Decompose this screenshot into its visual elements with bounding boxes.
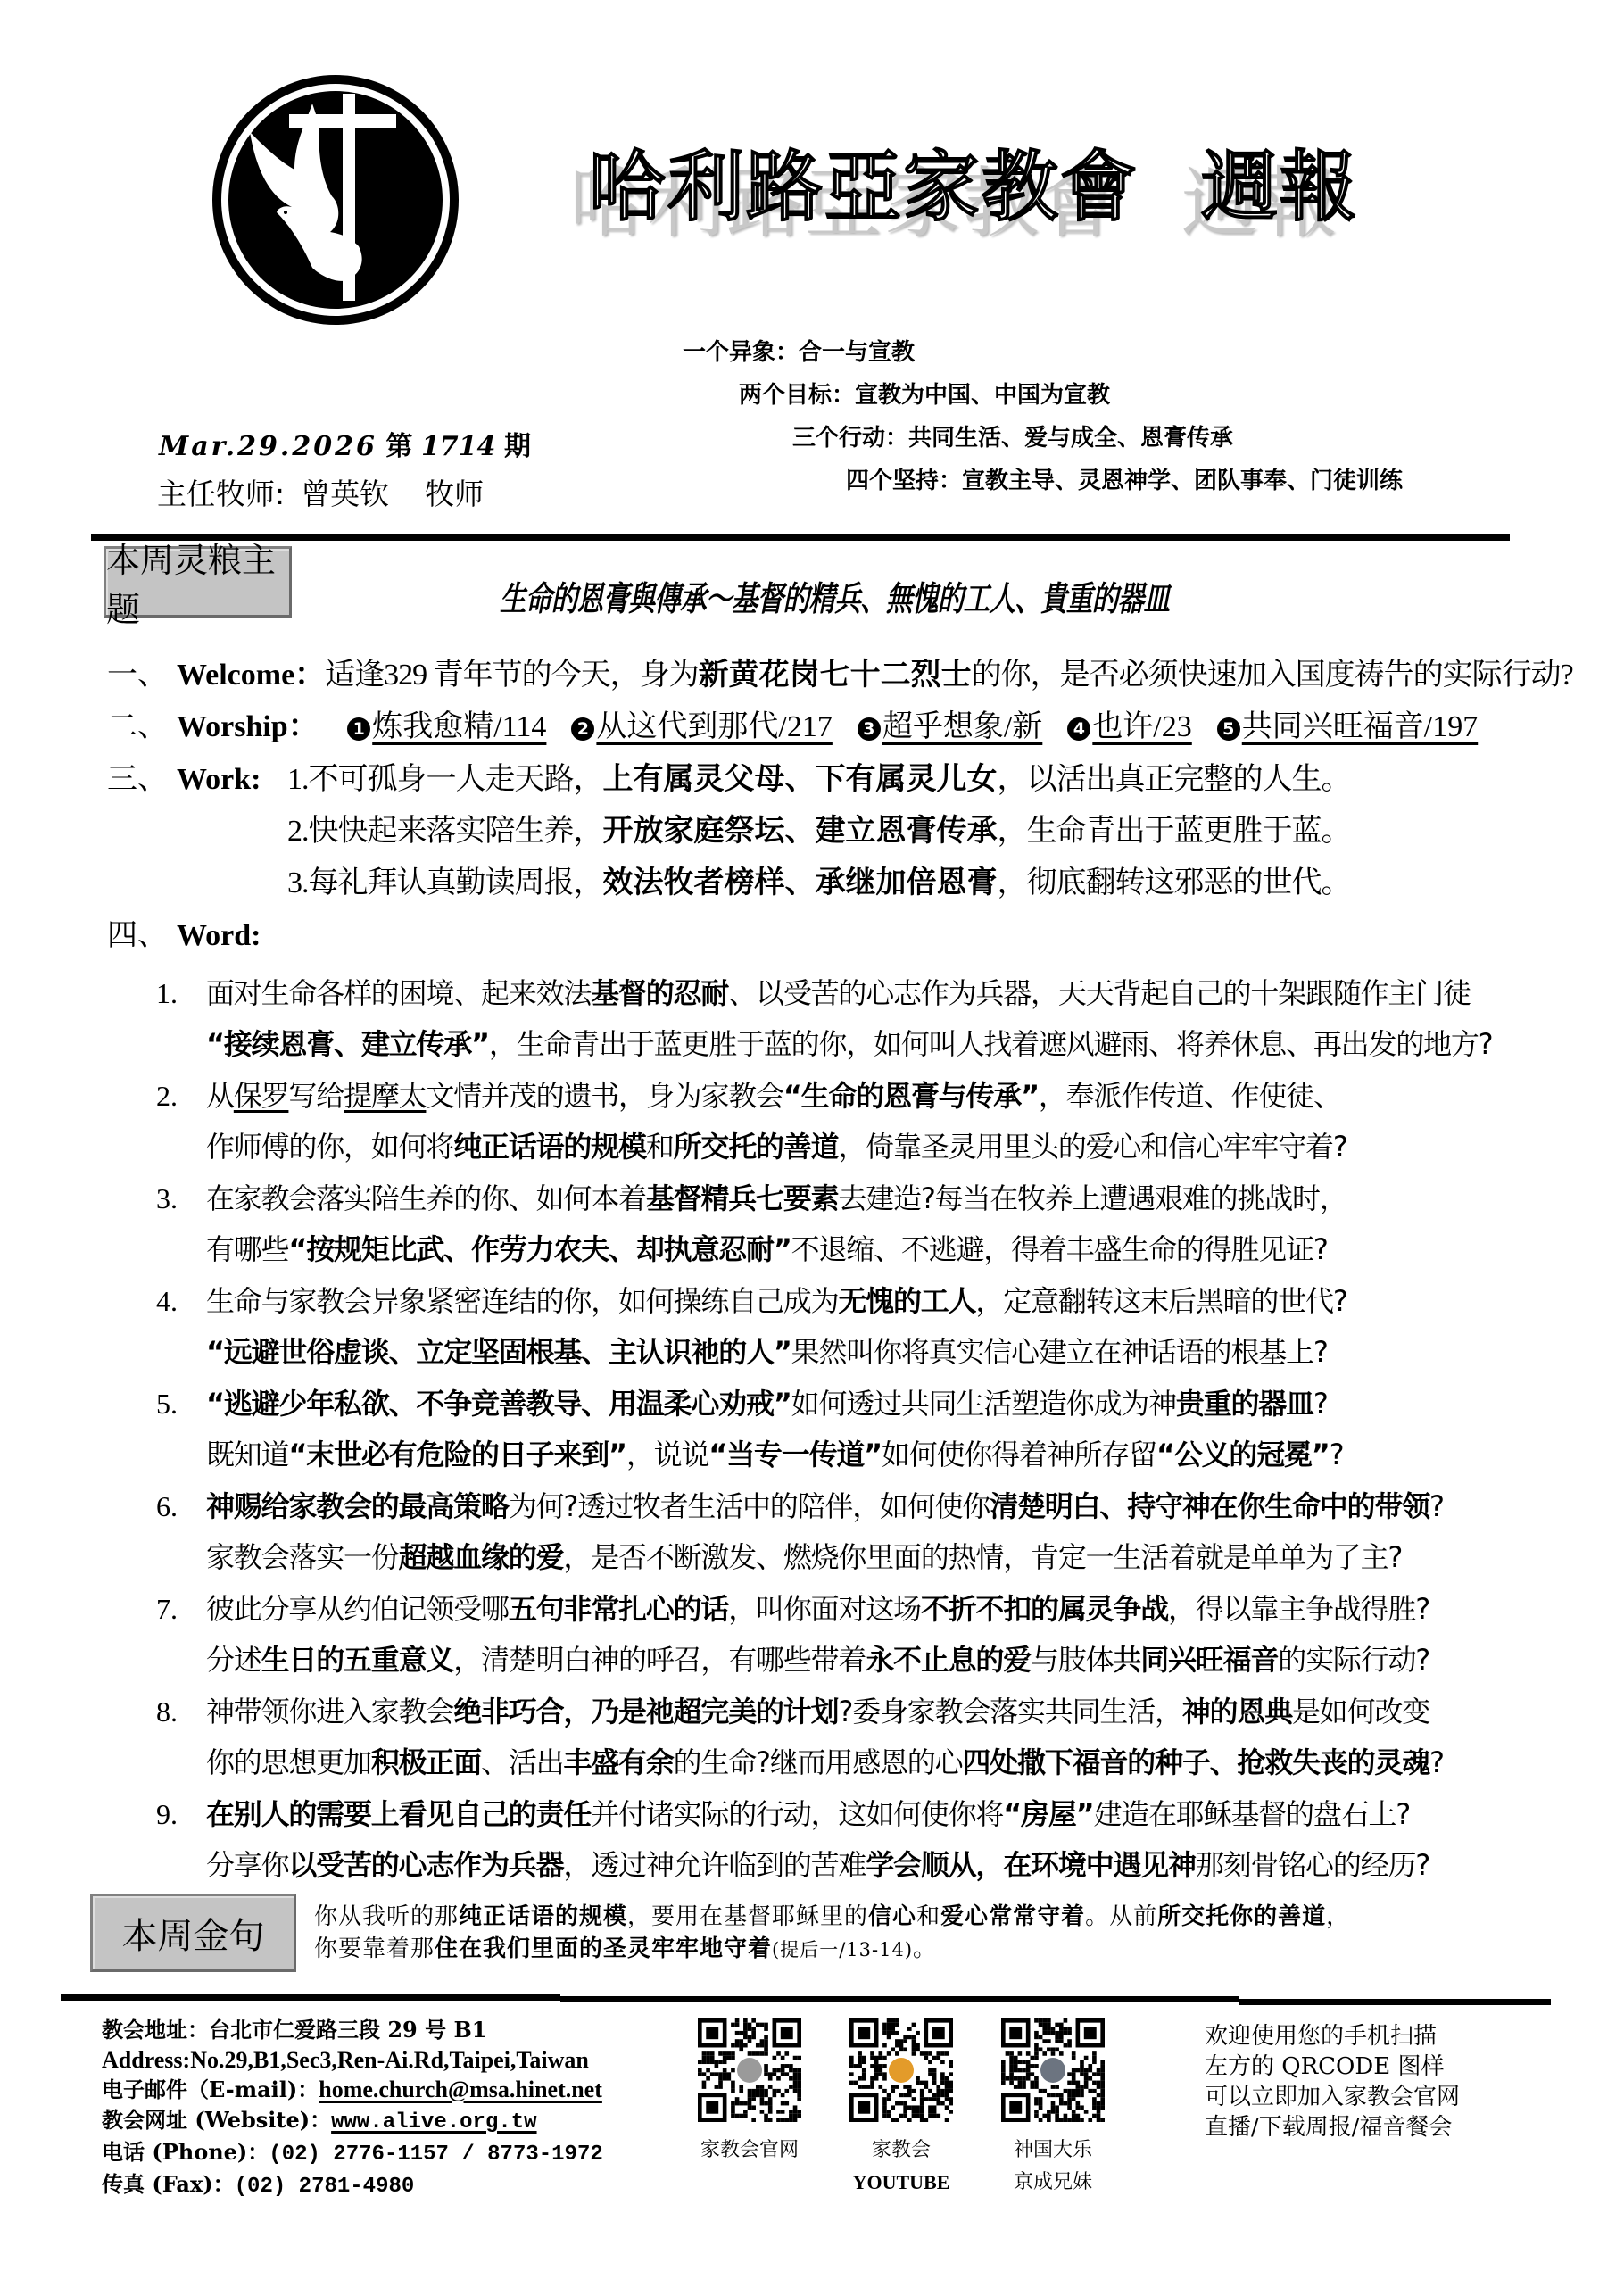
- divider: [560, 1996, 1239, 2002]
- text-segment: ?: [1429, 1745, 1444, 1779]
- text-segment: 分享你: [206, 1848, 289, 1882]
- song-item: [347, 701, 546, 745]
- qr-label: [982, 2134, 1124, 2199]
- text-segment: ?: [1429, 1489, 1444, 1523]
- question-item: [156, 1276, 1602, 1378]
- website-line: [102, 2105, 603, 2137]
- emphasis-text: 贵重的器皿: [1175, 1387, 1313, 1421]
- vision-text: 合一与宣教: [799, 339, 916, 366]
- weekly-label: 週報: [1201, 143, 1358, 232]
- text-segment: 家教会落实一份: [206, 1540, 399, 1574]
- theme-label: 本周灵粮主题: [106, 541, 277, 629]
- issue-number: 1714: [420, 431, 496, 462]
- text-segment: 面对生命各样的困境、起来效法: [206, 976, 592, 1010]
- emphasis-text: 清楚明白、持守神在你生命中的带领: [990, 1489, 1430, 1523]
- qr-label-line: 神国大乐: [1013, 2139, 1092, 2161]
- section-heading: Welcome：: [177, 659, 326, 692]
- number-circle-icon: 4: [1067, 717, 1090, 741]
- text-segment: ，生命青出于蓝更胜于蓝。: [997, 815, 1351, 848]
- vision-line-2: [739, 377, 1110, 410]
- text-segment: ?: [1313, 1387, 1328, 1421]
- email-link[interactable]: home.church@msa.hinet.net: [319, 2076, 602, 2102]
- text-segment: ，清楚明白神的呼召，有哪些带着: [453, 1643, 866, 1677]
- emphasis-text: 神的恩典: [1181, 1695, 1292, 1728]
- emphasis-text: 以受苦的心志作为兵器: [288, 1848, 564, 1882]
- question-item: [156, 1481, 1602, 1583]
- text-segment: 文情并茂的遗书，身为家教会: [426, 1079, 783, 1113]
- text-segment: 如何透过共同生活塑造你成为神: [791, 1387, 1176, 1421]
- text-segment: ?: [1329, 1438, 1344, 1471]
- emphasis-text: 四处撒下福音的种子、抢救失丧的灵魂: [962, 1745, 1430, 1779]
- emphasis-text: “末世必有危险的日子来到”: [288, 1438, 626, 1471]
- text-segment: 不退缩、不逃避，得着丰盛生命的得胜见证?: [791, 1232, 1328, 1266]
- emphasis-text: 丰盛有余: [563, 1745, 674, 1779]
- email-label: 电子邮件（E-mail)：: [102, 2076, 319, 2102]
- question-line: [206, 1481, 1602, 1532]
- item-number: 7.: [156, 1593, 178, 1625]
- question-line: [206, 1532, 1602, 1583]
- fax-line: [102, 2169, 603, 2201]
- text-segment: 、以受苦的心志作为兵器，天天背起自己的十架跟随作主门徒: [728, 976, 1471, 1010]
- section-number: 一、: [107, 657, 168, 692]
- emphasis-text: 效法牧者榜样、承继加倍恩膏: [602, 866, 998, 899]
- qr-label-line: 京成兄妹: [1013, 2171, 1092, 2193]
- work-item: [287, 806, 1351, 850]
- question-item: [156, 1687, 1602, 1788]
- scan-note: [1205, 2021, 1460, 2143]
- work-item: [287, 754, 1351, 798]
- emphasis-text: 五句非常扎心的话: [508, 1592, 729, 1626]
- weekly-verse: [314, 1901, 1350, 1966]
- qr-code-website-icon[interactable]: [698, 2018, 801, 2122]
- text-segment: 生命与家教会异象紧密连结的你，如何操练自己成为: [206, 1284, 839, 1318]
- text-segment: 如何使你得着神所存留: [881, 1438, 1156, 1471]
- vision-line-3: [792, 419, 1233, 452]
- question-line: [206, 1635, 1602, 1686]
- text-segment: ，定意翻转这末后黑暗的世代?: [975, 1284, 1347, 1318]
- text-segment: 建造在耶稣基督的盘石上?: [1093, 1797, 1411, 1831]
- section-word: [107, 910, 261, 954]
- text-segment: ，透过神允许临到的苦难: [563, 1848, 866, 1882]
- address-zh: 台北市仁爱路三段 29 号 B1: [209, 2017, 487, 2043]
- newsletter-title: [589, 125, 1358, 236]
- text-segment: ，说说: [626, 1438, 709, 1471]
- theme-title: 生命的恩膏與傳承～基督的精兵、無愧的工人、貴重的器皿: [500, 578, 1170, 618]
- welcome-emphasis: 新黄花岗七十二烈士: [698, 659, 972, 692]
- text-segment: 既知道: [206, 1438, 289, 1471]
- vision-label: 三个行动：: [792, 425, 909, 452]
- song-item: [858, 701, 1042, 745]
- qr-label: [678, 2134, 821, 2167]
- question-line: [206, 1071, 1602, 1122]
- emphasis-text: “生命的恩膏与传承”: [783, 1079, 1039, 1113]
- section-worship: [107, 701, 1503, 745]
- emphasis-text: 纯正话语的规模: [459, 1903, 628, 1930]
- emphasis-text: 开放家庭祭坛、建立恩膏传承: [602, 815, 998, 848]
- text-segment: 的生命?继而用感恩的心: [673, 1745, 963, 1779]
- text-segment: 去建造?每当在牧养上遭遇艰难的挑战时，: [838, 1181, 1347, 1215]
- section-number: 四、: [107, 917, 168, 953]
- emphasis-text: 上有属灵父母、下有属灵儿女: [602, 763, 998, 796]
- verse-line: [314, 1901, 1350, 1933]
- text-segment: ?委身家教会落实共同生活，: [838, 1695, 1182, 1728]
- text-segment: ，叫你面对这场: [728, 1592, 921, 1626]
- vision-label: 一个异象：: [683, 339, 800, 366]
- emphasis-text: 生日的五重意义: [261, 1643, 454, 1677]
- text-segment: 从: [206, 1079, 234, 1113]
- fax-label: 传真 (Fax)：: [102, 2171, 235, 2197]
- question-line: [206, 1122, 1602, 1173]
- text-segment: 每礼拜认真勤读周报，: [308, 866, 603, 899]
- item-number: 3.: [287, 866, 309, 899]
- question-line: [206, 1379, 1602, 1430]
- issue-info: [159, 424, 531, 463]
- scan-note-line: 可以立即加入家教会官网: [1205, 2084, 1461, 2110]
- emphasis-text: 纯正话语的规模: [453, 1130, 646, 1164]
- emphasis-text: 超越血缘的爱: [398, 1540, 564, 1574]
- item-number: 8.: [156, 1695, 178, 1728]
- question-line: [206, 1430, 1602, 1480]
- qr-label-line: 家教会: [871, 2139, 931, 2161]
- church-name: 哈利路亞家教會: [589, 143, 1139, 232]
- text-segment: 和: [645, 1130, 674, 1164]
- email-line: [102, 2075, 603, 2105]
- qr-label-line: 家教会官网: [700, 2139, 799, 2161]
- text-segment: 快快起来落实陪生养，: [308, 815, 603, 848]
- vision-text: 宣教主导、灵恩神学、团队事奉、门徒训练: [962, 468, 1404, 494]
- text-segment: 你要靠着那: [314, 1935, 435, 1962]
- text-segment: 。: [913, 1935, 938, 1962]
- question-item: [156, 968, 1602, 1070]
- emphasis-text: 永不止息的爱: [866, 1643, 1032, 1677]
- pastor-label: 主任牧师:: [157, 477, 286, 511]
- phone-label: 电话 (Phone)：: [102, 2139, 269, 2165]
- question-line: [206, 1840, 1602, 1891]
- song-item: [1217, 701, 1478, 745]
- song-title: 从这代到那代/217: [596, 710, 833, 743]
- song-item: [1067, 701, 1191, 745]
- text-segment: 的实际行动?: [1278, 1643, 1430, 1677]
- text-segment: 神带领你进入家教会: [206, 1695, 454, 1728]
- question-line: [206, 1327, 1602, 1378]
- song-title: 炼我愈精/114: [372, 710, 547, 743]
- text-segment: 那刻骨铭心的经历?: [1195, 1848, 1430, 1882]
- number-circle-icon: 2: [571, 717, 594, 741]
- emphasis-text: “房屋”: [1003, 1797, 1094, 1831]
- theme-label-box: [104, 541, 292, 629]
- emphasis-text: 所交托你的善道: [1157, 1903, 1327, 1930]
- divider: [1239, 1999, 1551, 2005]
- address-zh-line: [102, 2015, 603, 2045]
- divider: [91, 534, 1510, 541]
- issue-suffix: 期: [503, 431, 531, 462]
- section-heading: Worship：: [177, 710, 319, 743]
- question-line: [206, 968, 1602, 1019]
- section-heading: Word:: [177, 919, 261, 952]
- emphasis-text: 基督精兵七要素: [645, 1181, 839, 1215]
- fax-number: (02) 2781-4980: [234, 2175, 415, 2199]
- item-number: 9.: [156, 1798, 178, 1830]
- song-title: 共同兴旺福音/197: [1241, 710, 1479, 743]
- pastor-info: [157, 471, 484, 513]
- emphasis-text: 积极正面: [370, 1745, 482, 1779]
- section-number: 二、: [107, 709, 168, 744]
- emphasis-text: “逃避少年私欲、不争竞善教导、用温柔心劝戒”: [206, 1387, 791, 1421]
- divider: [61, 1994, 560, 2001]
- question-line: [206, 1789, 1602, 1840]
- phone-number: (02) 2776-1157 / 8773-1972: [269, 2143, 603, 2167]
- issue-prefix: 第: [385, 431, 413, 462]
- question-line: [206, 1173, 1602, 1224]
- question-item: [156, 1584, 1602, 1686]
- text-segment: ，: [1326, 1903, 1351, 1930]
- song-title: 也许/23: [1092, 710, 1192, 743]
- number-circle-icon: 1: [347, 717, 370, 741]
- section-work: [107, 754, 261, 798]
- emphasis-text: 共同兴旺福音: [1113, 1643, 1279, 1677]
- section-number: 三、: [107, 761, 168, 797]
- vision-text: 共同生活、爱与成全、恩膏传承: [908, 425, 1234, 452]
- scan-note-line: 欢迎使用您的手机扫描: [1205, 2023, 1438, 2050]
- vision-line-4: [846, 462, 1403, 495]
- emphasis-text: 不折不扣的属灵争战: [920, 1592, 1169, 1626]
- section-heading: Work:: [177, 763, 261, 796]
- verse-line: [314, 1933, 1350, 1966]
- text-segment: 在家教会落实陪生养的你、如何本着: [206, 1181, 646, 1215]
- song-title: 超乎想象/新: [882, 710, 1043, 743]
- text-segment: 你从我听的那: [314, 1903, 460, 1930]
- underlined-name: 提摩太: [344, 1079, 427, 1113]
- text-segment: 是如何改变: [1292, 1695, 1430, 1728]
- website-link[interactable]: www.alive.org.tw: [331, 2110, 537, 2134]
- qr-label: [830, 2134, 973, 2199]
- issue-date: Mar.29.2026: [159, 431, 377, 462]
- text-segment: 有哪些: [206, 1232, 289, 1266]
- emphasis-text: 无愧的工人: [838, 1284, 976, 1318]
- question-line: [206, 1584, 1602, 1635]
- scan-note-line: 左方的 QRCODE 图样: [1205, 2053, 1445, 2080]
- underlined-name: 保罗: [233, 1079, 289, 1113]
- question-line: [206, 1019, 1602, 1070]
- verse-label: 本周金句: [121, 1915, 265, 1957]
- emphasis-text: 信心: [868, 1903, 917, 1930]
- emphasis-text: 学会顺从，在环境中遇见神: [866, 1848, 1196, 1882]
- vision-text: 宣教为中国、中国为宣教: [855, 382, 1111, 409]
- emphasis-text: “按规矩比武、作劳力农夫、却执意忍耐”: [288, 1232, 791, 1266]
- address-en: Address:No.29,B1,Sec3,Ren-Ai.Rd,Taipei,Taiwan: [102, 2047, 589, 2073]
- item-number: 1.: [156, 977, 178, 1009]
- item-number: 3.: [156, 1182, 178, 1214]
- phone-line: [102, 2137, 603, 2169]
- verse-reference: (提后一/13-14): [772, 1939, 914, 1960]
- pastor-title: 牧师: [425, 477, 485, 511]
- text-segment: 、活出: [481, 1745, 564, 1779]
- question-item: [156, 1173, 1602, 1275]
- text-segment: ，奉派作传道、作使徒、: [1038, 1079, 1341, 1113]
- text-segment: 并付诸实际的行动，这如何使你将: [591, 1797, 1004, 1831]
- qr-label-line: YOUTUBE: [852, 2171, 950, 2193]
- scan-note-line: 直播/下载周报/福音餐会: [1205, 2114, 1453, 2141]
- question-line: [206, 1737, 1602, 1788]
- welcome-text-end: 的你，是否必须快速加入国度祷告的实际行动?: [971, 659, 1573, 692]
- emphasis-text: 基督的忍耐: [591, 976, 729, 1010]
- text-segment: 作师傅的你，如何将: [206, 1130, 454, 1164]
- pastor-name: 曾英钦: [301, 477, 390, 511]
- emphasis-text: “当专一传道”: [708, 1438, 882, 1471]
- church-logo-icon: [207, 71, 464, 328]
- text-segment: 果然叫你将真实信心建立在神话语的根基上?: [791, 1335, 1328, 1369]
- work-item: [287, 858, 1351, 901]
- question-item: [156, 1379, 1602, 1480]
- number-circle-icon: 5: [1217, 717, 1240, 741]
- emphasis-text: 神赐给家教会的最高策略: [206, 1489, 509, 1523]
- text-segment: 与肢体: [1031, 1643, 1114, 1677]
- vision-label: 四个坚持：: [846, 468, 963, 494]
- text-segment: ，倚靠圣灵用里头的爱心和信心牢牢守着?: [838, 1130, 1347, 1164]
- qr-code-music-icon[interactable]: [1001, 2018, 1105, 2122]
- text-segment: 写给: [288, 1079, 344, 1113]
- text-segment: ，以活出真正完整的人生。: [997, 763, 1351, 796]
- vision-label: 两个目标：: [739, 382, 856, 409]
- emphasis-text: 住在我们里面的圣灵牢牢地守着: [435, 1935, 773, 1962]
- item-number: 6.: [156, 1490, 178, 1522]
- question-item: [156, 1789, 1602, 1891]
- address-label: 教会地址：: [102, 2017, 209, 2043]
- emphasis-text: 爱心常常守着: [940, 1903, 1086, 1930]
- emphasis-text: “远避世俗虚谈、立定坚固根基、主认识祂的人”: [206, 1335, 791, 1369]
- text-segment: ，生命青出于蓝更胜于蓝的你，如何叫人找着遮风避雨、将养休息、再出发的地方?: [488, 1027, 1493, 1061]
- text-segment: 和: [916, 1903, 941, 1930]
- item-number: 5.: [156, 1388, 178, 1420]
- section-welcome: [107, 650, 1573, 693]
- emphasis-text: 在别人的需要上看见自己的责任: [206, 1797, 592, 1831]
- website-label: 教会网址 (Website)：: [102, 2107, 332, 2133]
- text-segment: 彼此分享从约伯记领受哪: [206, 1592, 509, 1626]
- question-line: [206, 1276, 1602, 1327]
- emphasis-text: 绝非巧合，乃是祂超完美的计划: [453, 1695, 839, 1728]
- text-segment: ，要用在基督耶稣里的: [627, 1903, 869, 1930]
- text-segment: ，是否不断激发、燃烧你里面的热情，肯定一生活着就是单单为了主?: [563, 1540, 1403, 1574]
- emphasis-text: 所交托的善道: [673, 1130, 839, 1164]
- welcome-text: 适逢329 青年节的今天，身为: [325, 659, 699, 692]
- number-circle-icon: 3: [858, 717, 881, 741]
- item-number: 2.: [287, 815, 309, 848]
- emphasis-text: “接续恩膏、建立传承”: [206, 1027, 489, 1061]
- text-segment: 为何?透过牧者生活中的陪伴，如何使你: [508, 1489, 990, 1523]
- item-number: 1.: [287, 763, 309, 796]
- question-item: [156, 1071, 1602, 1173]
- text-segment: ，彻底翻转这邪恶的世代。: [997, 866, 1351, 899]
- text-segment: 分述: [206, 1643, 261, 1677]
- text-segment: 不可孤身一人走天路，: [308, 763, 603, 796]
- vision-line-1: [683, 334, 915, 367]
- text-segment: 你的思想更加: [206, 1745, 371, 1779]
- contact-info: [102, 2015, 603, 2201]
- song-item: [571, 701, 832, 745]
- item-number: 4.: [156, 1285, 178, 1317]
- question-line: [206, 1224, 1602, 1275]
- emphasis-text: “公义的冠冕”: [1156, 1438, 1330, 1471]
- qr-code-youtube-icon[interactable]: [849, 2018, 953, 2122]
- text-segment: 。从前: [1085, 1903, 1158, 1930]
- question-line: [206, 1687, 1602, 1737]
- verse-label-box: [90, 1894, 296, 1972]
- item-number: 2.: [156, 1080, 178, 1112]
- text-segment: ，得以靠主争战得胜?: [1168, 1592, 1430, 1626]
